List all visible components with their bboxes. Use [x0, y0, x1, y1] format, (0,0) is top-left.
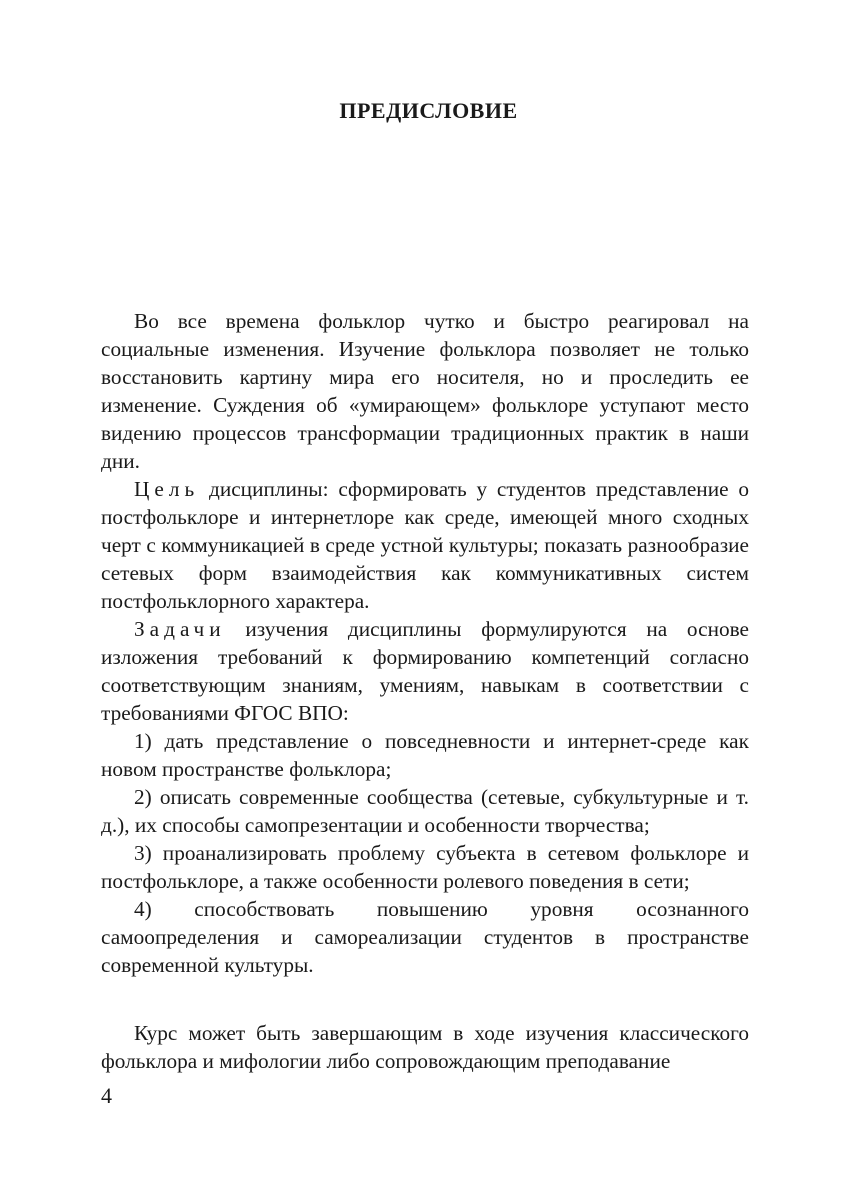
- tasks-paragraph: [101, 615, 749, 727]
- list-item: 2) описать современные сообщества (сетевые, субкультурные и т. д.), их способы самопрезентации и особенности творчества;: [101, 785, 749, 837]
- goal-text: дисциплины: сформировать у студентов представление о постфольклоре и интернетлоре как среде, имеющей много сходных черт с коммуникацией в среде устной культуры; показать разнообразие сетевых форм взаимодействия как коммуникативных систем постфольклорного характера.: [101, 477, 749, 613]
- section-gap: [101, 979, 749, 1019]
- goal-paragraph: [101, 475, 749, 615]
- intro-paragraph: Во все времена фольклор чутко и быстро реагировал на социальные изменения. Изучение фольклора позволяет не только восстановить картину мира его носителя, но и проследить ее изменение. Суждения об «умирающем» фольклоре уступают место видению процессов трансформации традиционных практик в наши дни.: [101, 309, 749, 473]
- course-paragraph: Курс может быть завершающим в ходе изучения классического фольклора и мифологии либо сопровождающим преподавание: [101, 1021, 749, 1073]
- preface-body: [101, 307, 749, 1075]
- list-item: 4) способствовать повышению уровня осознанного самоопределения и самореализации студентов в пространстве современной культуры.: [101, 897, 749, 977]
- page-title: ПРЕДИСЛОВИЕ: [339, 98, 518, 123]
- goal-label: Цель: [134, 477, 200, 501]
- tasks-label: Задачи: [134, 617, 226, 641]
- list-item: 1) дать представление о повседневности и интернет-среде как новом пространстве фольклора;: [101, 729, 749, 781]
- page-number: 4: [101, 1083, 112, 1108]
- tasks-text: изучения дисциплины формулируются на основе изложения требований к формированию компетенций согласно соответствующим знаниям, умениям, навыкам в соответствии с требованиями ФГОС ВПО:: [101, 617, 749, 725]
- list-item: 3) проанализировать проблему субъекта в сетевом фольклоре и постфольклоре, а также особенности ролевого поведения в сети;: [101, 841, 749, 893]
